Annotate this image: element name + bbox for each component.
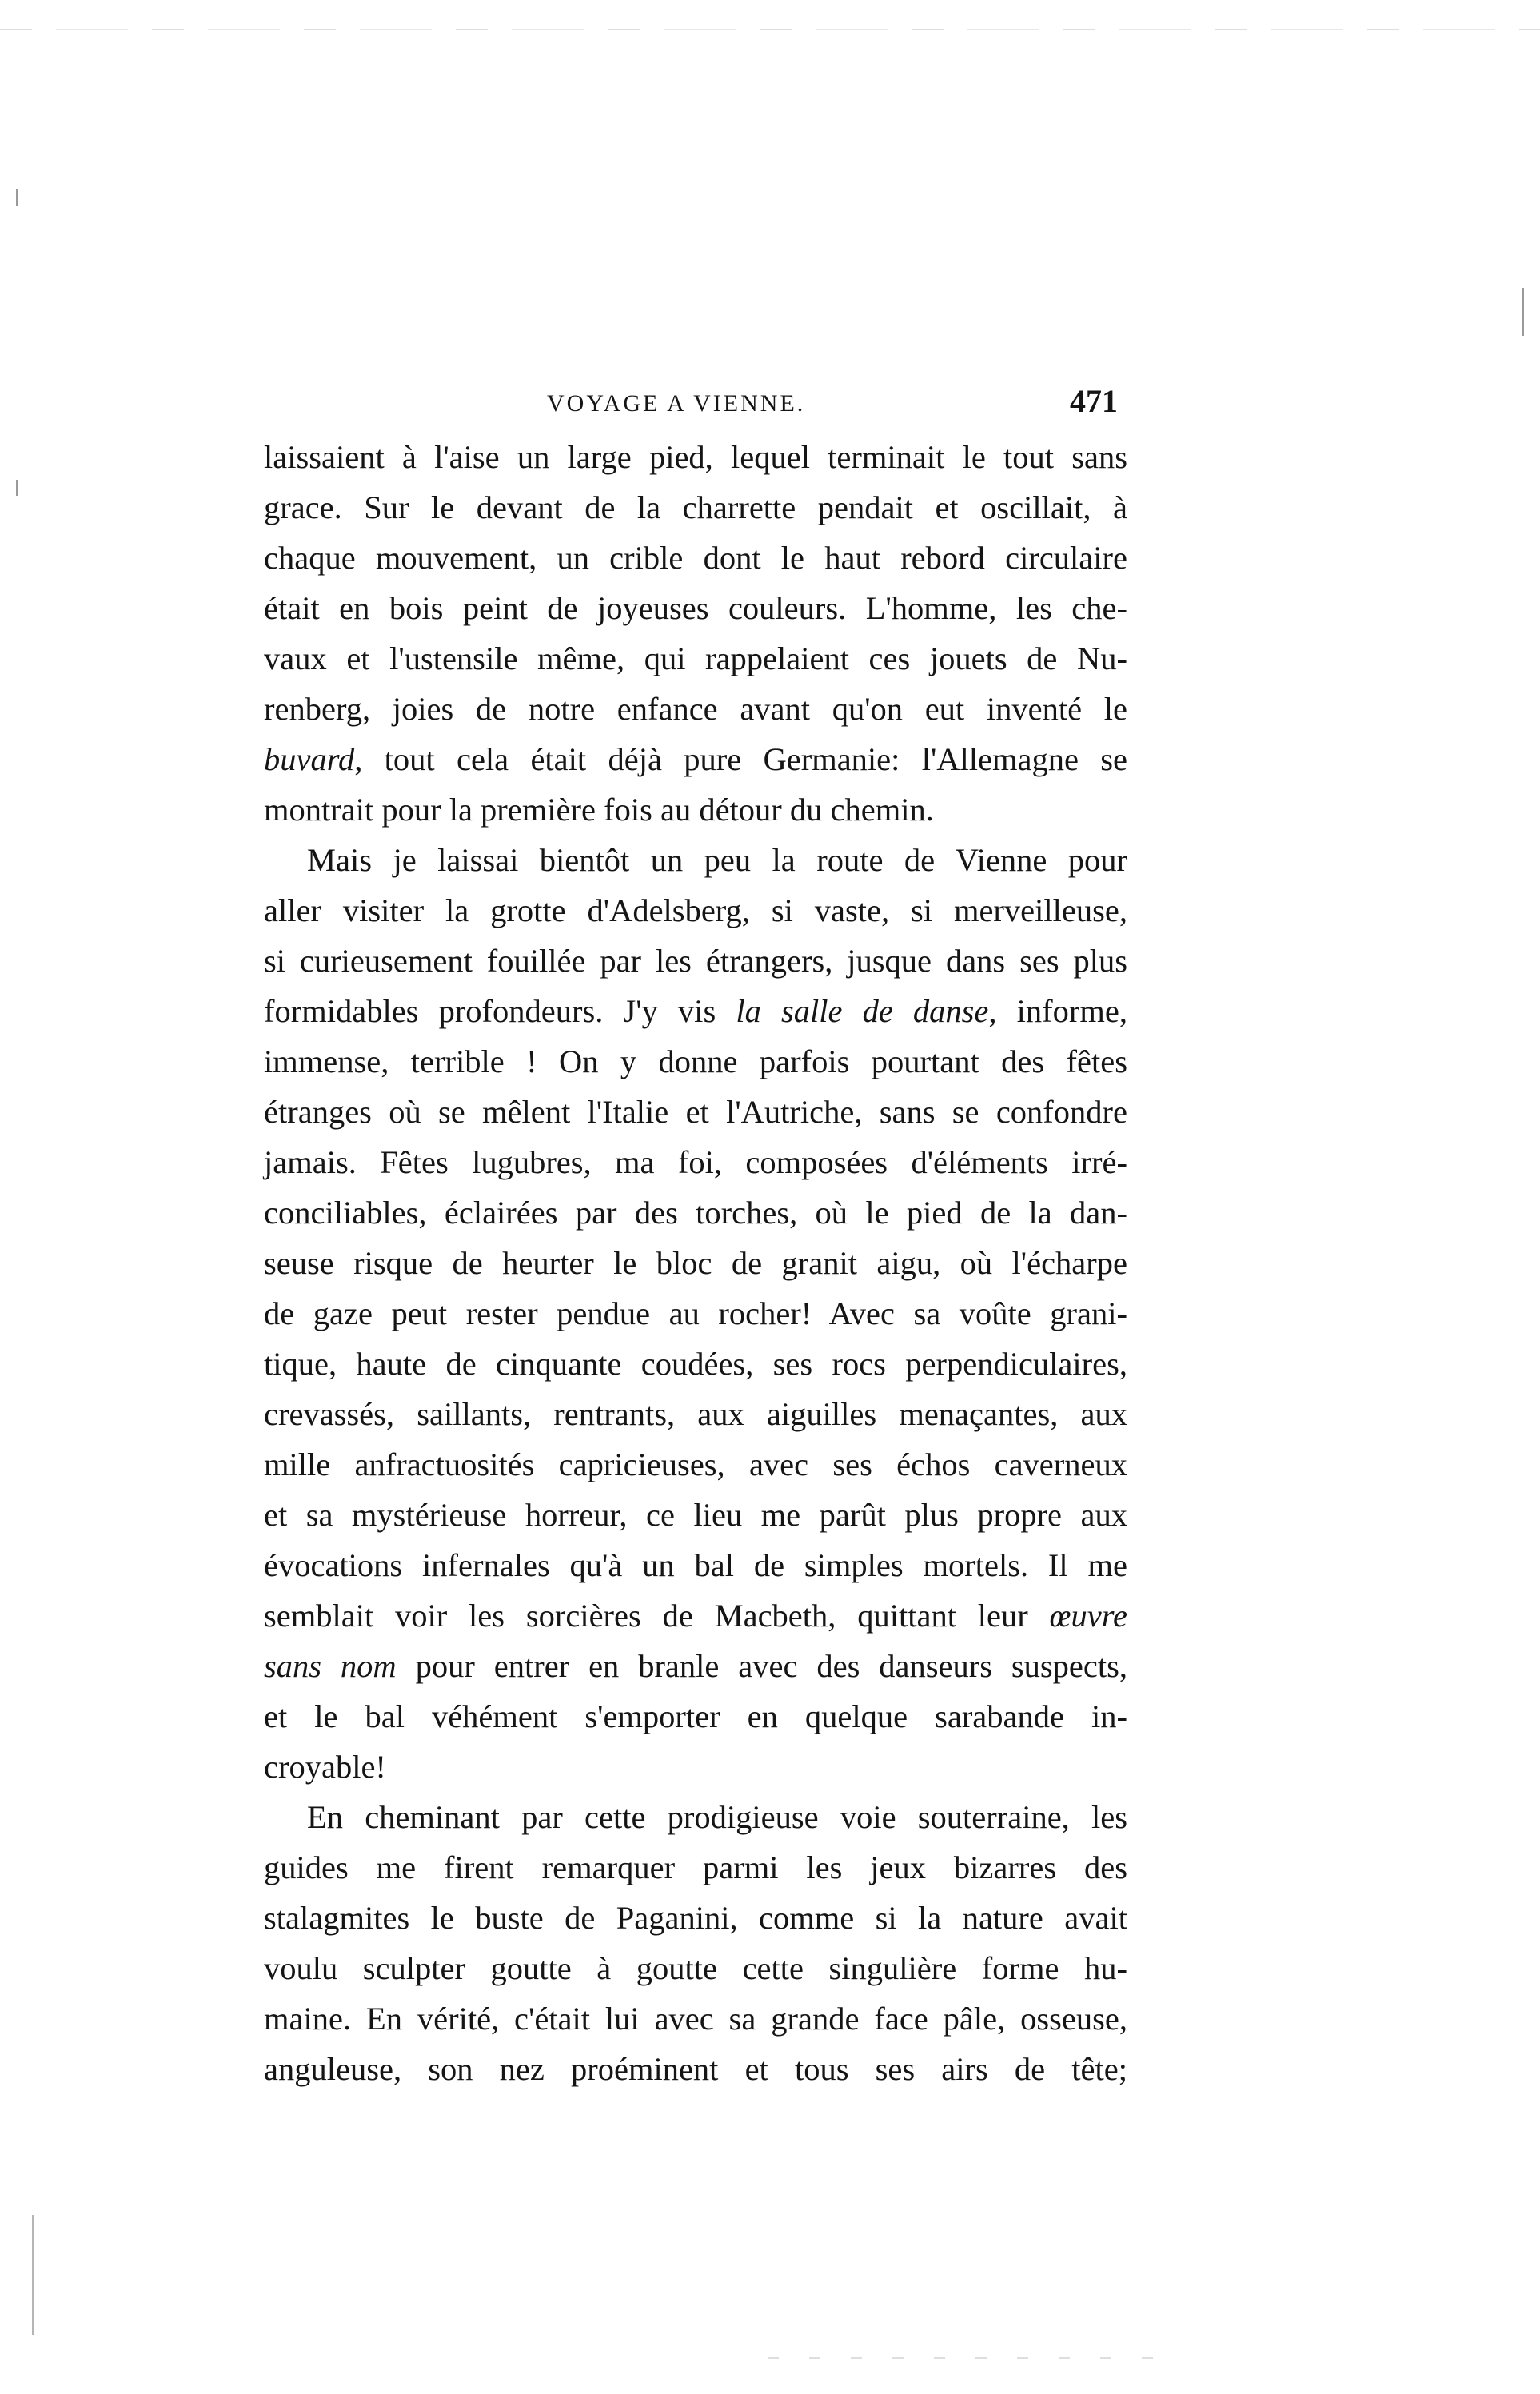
scan-edge-bottom	[768, 2357, 1183, 2359]
text-line: renberg, joies de notre enfance avant qu'on eut inventé le	[264, 691, 1127, 727]
text-line: évocations infernales qu'à un bal de simples mortels. Il me	[264, 1547, 1127, 1583]
text-line: stalagmites le buste de Paganini, comme si la nature avait	[264, 1900, 1127, 1936]
text-line: buvard, tout cela était déjà pure Germanie: l'Allemagne se	[264, 741, 1127, 777]
text-line: grace. Sur le devant de la charrette pendait et oscillait, à	[264, 489, 1127, 525]
text-line: vaux et l'ustensile même, qui rappelaient ces jouets de Nu-	[264, 640, 1127, 676]
text-line: formidables profondeurs. J'y vis la salle de danse, informe,	[264, 993, 1127, 1029]
text-line: et le bal véhément s'emporter en quelque sarabande in-	[264, 1698, 1127, 1734]
text-line: croyable!	[264, 1749, 386, 1785]
text-line: semblait voir les sorcières de Macbeth, quittant leur œuvre	[264, 1598, 1127, 1634]
text-line: crevassés, saillants, rentrants, aux aiguilles menaçantes, aux	[264, 1396, 1127, 1432]
text-line: si curieusement fouillée par les étrangers, jusque dans ses plus	[264, 943, 1127, 979]
text-line: chaque mouvement, un crible dont le haut rebord circulaire	[264, 540, 1127, 576]
body-text	[264, 432, 1127, 2094]
text-line: En cheminant par cette prodigieuse voie souterraine, les	[307, 1799, 1127, 1835]
scan-mark	[32, 2215, 34, 2335]
text-line: Mais je laissai bientôt un peu la route de Vienne pour	[307, 842, 1127, 878]
text-line: de gaze peut rester pendue au rocher! Avec sa voûte grani-	[264, 1295, 1127, 1331]
scan-mark	[16, 480, 18, 496]
scan-mark	[1522, 288, 1524, 336]
text-line: conciliables, éclairées par des torches, où le pied de la dan-	[264, 1195, 1127, 1231]
text-line: et sa mystérieuse horreur, ce lieu me parût plus propre aux	[264, 1497, 1127, 1533]
text-line: mille anfractuosités capricieuses, avec ses échos caverneux	[264, 1446, 1127, 1482]
text-line: voulu sculpter goutte à goutte cette singulière forme hu-	[264, 1950, 1127, 1986]
text-line: étranges où se mêlent l'Italie et l'Autriche, sans se confondre	[264, 1094, 1127, 1130]
italic-term: buvard	[264, 741, 355, 777]
page-number: 471	[1070, 383, 1118, 419]
italic-term: sans nom	[264, 1648, 397, 1684]
text-line: sans nom pour entrer en branle avec des danseurs suspects,	[264, 1648, 1127, 1684]
running-title: VOYAGE A VIENNE.	[547, 390, 806, 417]
italic-term: la salle de danse	[736, 993, 989, 1029]
text-line: jamais. Fêtes lugubres, ma foi, composées d'éléments irré-	[264, 1144, 1127, 1180]
text-line: maine. En vérité, c'était lui avec sa grande face pâle, osseuse,	[264, 2001, 1127, 2037]
scan-mark	[16, 189, 18, 206]
text-line: anguleuse, son nez proéminent et tous ses airs de tête;	[264, 2051, 1127, 2087]
text-line: tique, haute de cinquante coudées, ses rocs perpendiculaires,	[264, 1346, 1127, 1382]
text-line: aller visiter la grotte d'Adelsberg, si vaste, si merveilleuse,	[264, 892, 1127, 928]
text-line: guides me firent remarquer parmi les jeux bizarres des	[264, 1849, 1127, 1885]
italic-term: œuvre	[1049, 1598, 1127, 1634]
text-line: était en bois peint de joyeuses couleurs. L'homme, les che-	[264, 590, 1127, 626]
text-line: immense, terrible ! On y donne parfois pourtant des fêtes	[264, 1043, 1127, 1079]
text-line: seuse risque de heurter le bloc de granit aigu, où l'écharpe	[264, 1245, 1127, 1281]
page-header	[264, 382, 1127, 430]
text-line: laissaient à l'aise un large pied, lequel terminait le tout sans	[264, 439, 1127, 475]
text-line: montrait pour la première fois au détour du chemin.	[264, 792, 934, 828]
scan-edge-top	[0, 29, 1540, 30]
